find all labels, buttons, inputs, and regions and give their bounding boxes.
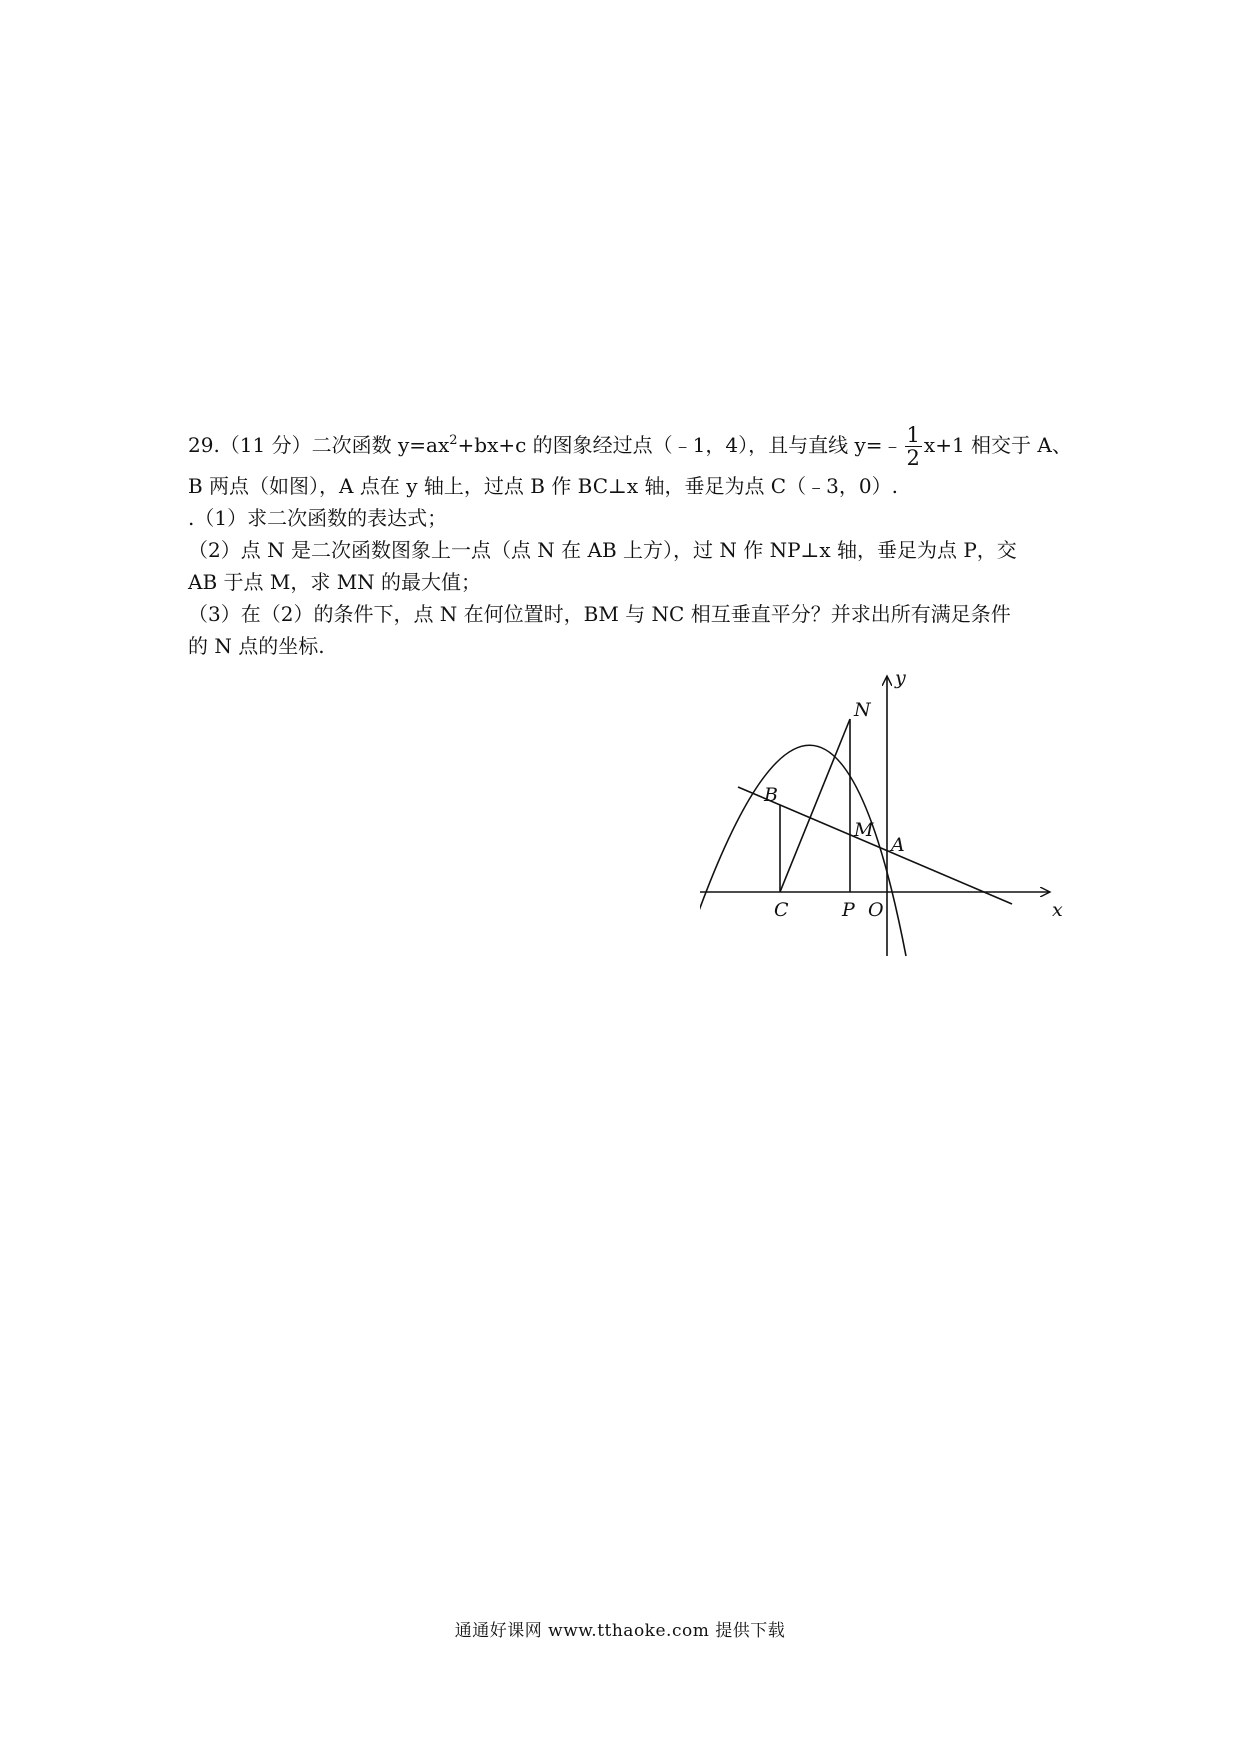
label-p: P bbox=[842, 899, 855, 921]
problem-stem-part-b: +bx+c 的图象经过点（﹣1，4），且与直线 y=﹣ bbox=[457, 433, 903, 457]
label-x: x bbox=[1052, 899, 1063, 921]
label-b: B bbox=[764, 784, 778, 806]
problem-stem-part-a: 29.（11 分）二次函数 y=ax bbox=[188, 433, 450, 457]
geometry-figure bbox=[700, 668, 1070, 968]
problem-stem-part-c: x+1 相交于 A、 bbox=[923, 433, 1072, 457]
question-3-line-2: 的 N 点的坐标. bbox=[188, 634, 325, 658]
label-o: O bbox=[868, 899, 884, 921]
label-n: N bbox=[854, 699, 871, 721]
question-3-line-1: （3）在（2）的条件下，点 N 在何位置时，BM 与 NC 相互垂直平分？并求出所有满足条件 bbox=[188, 602, 1011, 626]
line-ab bbox=[738, 787, 1012, 904]
exponent: 2 bbox=[449, 433, 458, 448]
parabola-curve bbox=[700, 745, 906, 956]
fraction-denominator: 2 bbox=[906, 446, 920, 470]
problem-line-2: B 两点（如图），A 点在 y 轴上，过点 B 作 BC⊥x 轴，垂足为点 C（﹣3，0）. bbox=[188, 474, 898, 498]
question-1: .（1）求二次函数的表达式； bbox=[188, 506, 448, 530]
label-a: A bbox=[891, 834, 905, 856]
fraction-one-half bbox=[905, 424, 922, 469]
label-y: y bbox=[895, 668, 906, 689]
label-m: M bbox=[854, 819, 874, 841]
problem-29 bbox=[188, 420, 1072, 662]
page-footer: 通通好课网 www.tthaoke.com 提供下载 bbox=[454, 1621, 786, 1641]
label-c: C bbox=[774, 899, 789, 921]
question-2-line-1: （2）点 N 是二次函数图象上一点（点 N 在 AB 上方），过 N 作 NP⊥x 轴，垂足为点 P，交 bbox=[188, 538, 1017, 562]
fraction-numerator: 1 bbox=[906, 423, 920, 447]
question-2-line-2: AB 于点 M，求 MN 的最大值； bbox=[188, 570, 482, 594]
problem-line-1 bbox=[188, 420, 1072, 470]
